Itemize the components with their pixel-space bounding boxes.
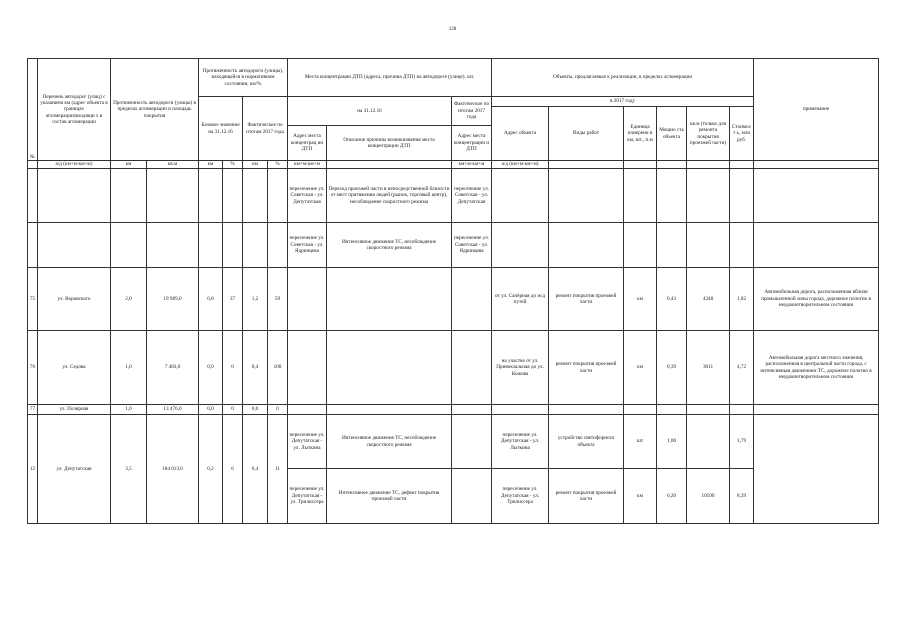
hdr-dtp-address-2: Адрес места концентрации и ДТП [452,126,492,161]
actual-pct: 59 [268,268,288,331]
hdr-dtp-actual: Фактическое по итогам 2017 года [452,97,492,126]
actual-km: 0,0 [243,405,268,415]
dtp-address: пересечение ул. Депутатская - ул. Лыткина [288,415,327,469]
row-no: 12 [28,415,38,524]
hdr-dtp: Места концентрации ДТП (адреса, причина ДТП) на автодороге (улице), шт. [288,59,492,97]
actual-km: 0,4 [243,331,268,405]
work-type: устройство светофорного объекта [549,415,624,469]
table-row [28,331,879,405]
power: 0,39 [657,331,687,405]
road-name: ул. Воровского [38,268,111,331]
work-type: ремонт покрытия проезжей части [549,268,624,331]
unit-base-pct: % [223,161,243,169]
cost: 4,72 [730,331,754,405]
base-pct: 37 [223,268,243,331]
hdr-no: № [28,59,38,161]
roads-table [27,58,879,524]
dtp-reason: Переход проезжей части в непосредственной близости от мест притяжения людей (рынок, торговый центр), несоблюдение скоростного режима [327,169,452,223]
dtp-address: пересечение ул. Депутатская - ул. Трилиссера [288,469,327,524]
base-pct: 0 [223,405,243,415]
unit-addr: а/д (км+м-км+м) [38,161,111,169]
unit: км [624,469,657,524]
dtp-reason: Интенсивное движение ТС, несоблюдение скоростного режима [327,223,452,268]
area-sqm: 184 013,0 [147,415,199,524]
hdr-dtp-reasons: Описание причины возникновения места концентрации ДТП [327,126,452,161]
dtp-reason: Интенсивное движение ТС, несоблюдение скоростного режима [327,415,452,469]
page-number: 128 [448,27,457,32]
actual-km: 1,2 [243,268,268,331]
hdr-cost: Стоимост ь, млн руб. [730,107,754,161]
power: 0,20 [657,469,687,524]
power: 1,00 [657,415,687,469]
road-name: ул. Депутатская [38,415,111,524]
base-pct: 6 [223,415,243,524]
length-km: 2,0 [111,268,147,331]
note: Автомобильная дорога, расположенная вблизи промышленной зоны города, дорожное полотно в неудовлетворительном состоянии [754,268,879,331]
row-no: 75 [28,268,38,331]
hdr-year: в 2017 году [492,97,754,107]
table-row [28,415,879,469]
repair-area: 3011 [687,331,730,405]
repair-area: 4248 [687,268,730,331]
base-pct: 0 [223,331,243,405]
road-name: ул. Седова [38,331,111,405]
unit-no [28,161,38,169]
length-km: 1,0 [111,331,147,405]
header-row-1 [28,59,879,97]
area-sqm: 7 483,0 [147,331,199,405]
hdr-length: Протяженность автодороги (улицы) в пределах агломерации и площадь покрытия [111,59,199,161]
repair-area: 10590 [687,469,730,524]
unit: км [624,268,657,331]
unit-actual-pct: % [268,161,288,169]
note: Автомобильная дорога местного значения, расположенная в центральной части города, с интенсивным движением ТС, дорожное полотно в неудовлетворительном состоянии [754,331,879,405]
area-sqm: 19 989,0 [147,268,199,331]
length-km: 1,0 [111,405,147,415]
unit-power [657,161,687,169]
length-km: 3,5 [111,415,147,524]
unit-note [754,161,879,169]
unit-dtp-kmm: км+м-км+м [288,161,327,169]
unit: шт [624,415,657,469]
unit-actual-km: км [243,161,268,169]
actual-pct: 100 [268,331,288,405]
hdr-unit: Единица измерени я км, шт., п.м [624,107,657,161]
unit-unit [624,161,657,169]
units-row [28,161,879,169]
unit-dtp-kmm-2: км+м-км+м [452,161,492,169]
hdr-object-address: Адрес объекта [492,107,549,161]
hdr-dtp-address: Адрес места концентрац ии ДТП [288,126,327,161]
unit-sqm: кв.м [147,161,199,169]
dtp-address: пересечение ул. Советская - ул. Ядринцева [288,223,327,268]
row-no: 76 [28,331,38,405]
table-row [28,223,879,268]
hdr-normative: Протяженность автодороги (улицы), находящейся в нормативном состоянии, км/% [199,59,288,97]
unit-obj-addr: а/д (км+м-км+м) [492,161,549,169]
object-address: на участке от ул. Привокзальная до ул. Кожова [492,331,549,405]
area-sqm: 13 476,0 [147,405,199,415]
unit-area [687,161,730,169]
actual-km: 0,4 [243,415,268,524]
hdr-note: примечание [754,59,879,161]
dtp-address-actual: пересечение ул. Советская - ул. Ядринцева [452,223,492,268]
object-address: пересечение ул. Депутатская - ул. Лыткина [492,415,549,469]
hdr-actual-2017: Фактическое по итогам 2017 года [243,97,288,161]
power: 0,43 [657,268,687,331]
actual-pct: 11 [268,415,288,524]
object-address: пересечение ул. Депутатская - ул. Трилиссера [492,469,549,524]
cost: 8,39 [730,469,754,524]
object-address: от ул. Сапёрная до ж/д путей [492,268,549,331]
work-type: ремонт покрытия проезжей части [549,331,624,405]
hdr-objects: Объекты, предлагаемые к реализации, в пределах агломерации [492,59,754,97]
unit-cost [730,161,754,169]
cost: 1,79 [730,415,754,469]
base-km: 0,8 [199,268,223,331]
base-km: 0,0 [199,405,223,415]
dtp-address: пересечение ул. Советская - ул. Депутатская [288,169,327,223]
hdr-power: Мощно сть объекта [657,107,687,161]
table-row [28,169,879,223]
hdr-work-types: Виды работ [549,107,624,161]
dtp-address-actual: пересечение ул. Советская - ул. Депутатская [452,169,492,223]
road-name: ул. Полярная [38,405,111,415]
hdr-dtp-date: на 31.12.16 [288,97,452,126]
base-km: 0,0 [199,331,223,405]
table-row [28,268,879,331]
unit-km: км [111,161,147,169]
dtp-reason: Интенсивное движение ТС, дефект покрытия проезжей части [327,469,452,524]
unit-work [549,161,624,169]
actual-pct: 0 [268,405,288,415]
unit-dtp-reason [327,161,452,169]
base-km: 0,2 [199,415,223,524]
unit: км [624,331,657,405]
hdr-road-list: Перечень автодорог (улиц) с указанием км (адрес объекта в границах агломерации)входящи х в состав агломерации [38,59,111,161]
hdr-base: Базовое значение на 31.12.16 [199,97,243,161]
table-row [28,405,879,415]
row-no: 77 [28,405,38,415]
work-type: ремонт покрытия проезжей части [549,469,624,524]
cost: 1,82 [730,268,754,331]
unit-base-km: км [199,161,223,169]
hdr-area: кв.м (только для ремонта покрытия проезжей части) [687,107,730,161]
